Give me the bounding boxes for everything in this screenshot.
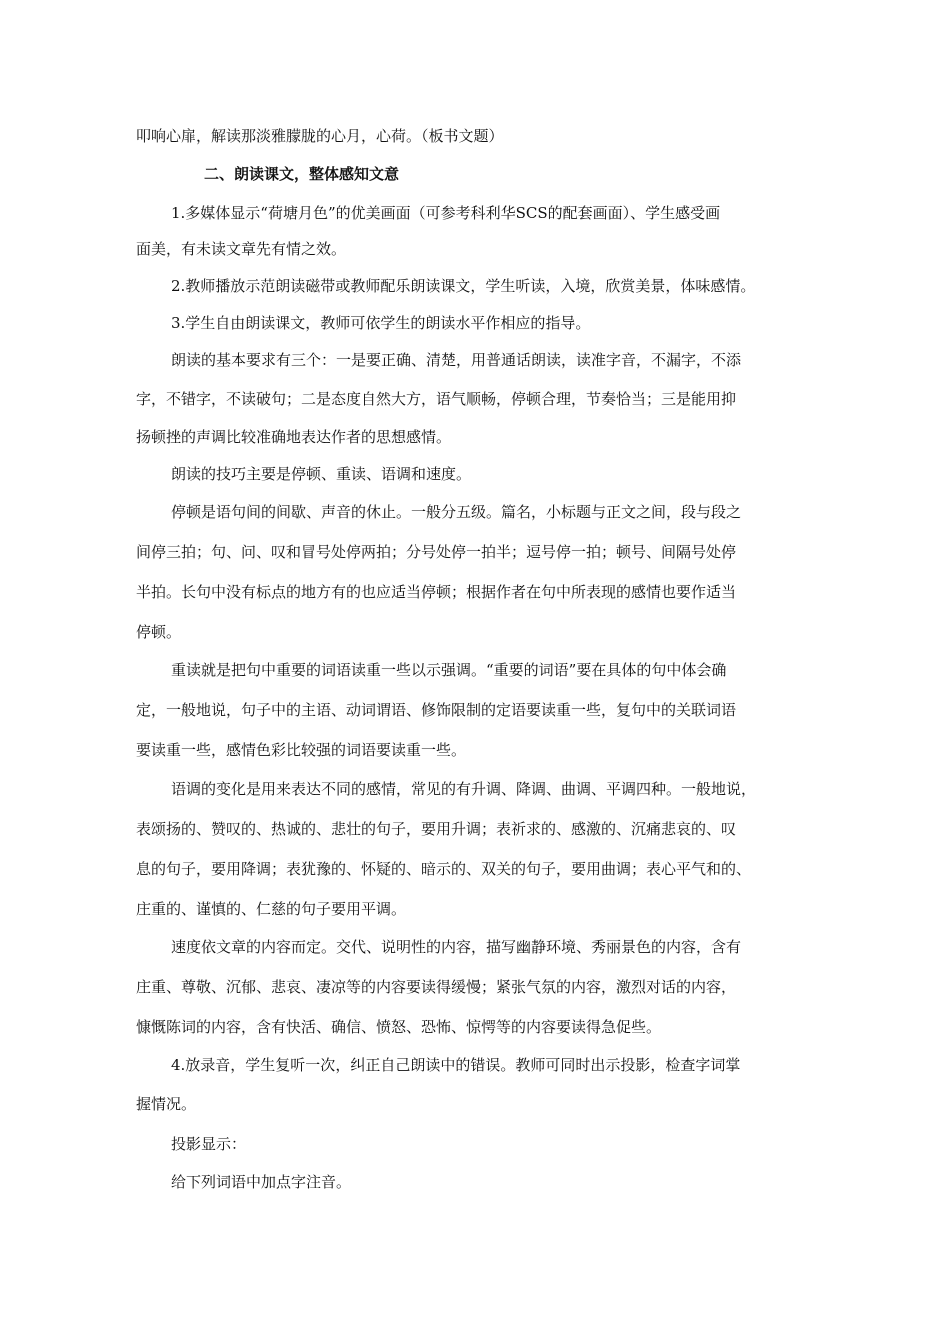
paragraph-line: 表颂扬的、赞叹的、热诚的、悲壮的句子，要用升调；表祈求的、感激的、沉痛悲哀的、叹 — [136, 820, 737, 838]
paragraph-line: 朗读的基本要求有三个：一是要正确、清楚，用普通话朗读，读准字音，不漏字，不添 — [171, 351, 742, 369]
paragraph-line: 定，一般地说，句子中的主语、动词谓语、修饰限制的定语要读重一些，复句中的关联词语 — [136, 701, 737, 719]
paragraph-line: 停顿。 — [136, 623, 182, 641]
paragraph-line: 重读就是把句中重要的词语读重一些以示强调。“重要的词语”要在具体的句中体会确 — [171, 661, 727, 679]
paragraph-line: 速度依文章的内容而定。交代、说明性的内容，描写幽静环境、秀丽景色的内容，含有 — [171, 938, 742, 956]
paragraph-line: 叩响心扉，解读那淡雅朦胧的心月，心荷。（板书文题） — [136, 127, 504, 145]
paragraph-line: 间停三拍；句、问、叹和冒号处停两拍；分号处停一拍半；逗号停一拍；顿号、间隔号处停 — [136, 543, 737, 561]
paragraph-line: 面美，有未读文章先有情之效。 — [136, 240, 347, 258]
paragraph-line: 扬顿挫的声调比较准确地表达作者的思想感情。 — [136, 428, 452, 446]
section-heading: 二、朗读课文，整体感知文意 — [204, 165, 400, 183]
paragraph-line: 庄重的、谨慎的、仁慈的句子要用平调。 — [136, 900, 407, 918]
paragraph-line: 给下列词语中加点字注音。 — [171, 1173, 352, 1191]
paragraph-line: 投影显示： — [171, 1135, 247, 1153]
paragraph-line: 4.放录音，学生复听一次，纠正自己朗读中的错误。教师可同时出示投影，检查字词掌 — [171, 1056, 741, 1074]
paragraph-line: 慷慨陈词的内容，含有快活、确信、愤怒、恐怖、惊愕等的内容要读得急促些。 — [136, 1018, 662, 1036]
paragraph-line: 停顿是语句间的间歇、声音的休止。一般分五级。篇名，小标题与正文之间，段与段之 — [171, 503, 742, 521]
paragraph-line: 半拍。长句中没有标点的地方有的也应适当停顿；根据作者在句中所表现的感情也要作适当 — [136, 583, 737, 601]
paragraph-line: 要读重一些，感情色彩比较强的词语要读重一些。 — [136, 741, 467, 759]
paragraph-line: 3.学生自由朗读课文，教师可依学生的朗读水平作相应的指导。 — [171, 314, 591, 332]
paragraph-line: 握情况。 — [136, 1095, 197, 1113]
paragraph-line: 朗读的技巧主要是停顿、重读、语调和速度。 — [171, 465, 472, 483]
paragraph-line: 庄重、尊敬、沉郁、悲哀、凄凉等的内容要读得缓慢；紧张气氛的内容，激烈对话的内容， — [136, 978, 737, 996]
paragraph-line: 息的句子，要用降调；表犹豫的、怀疑的、暗示的、双关的句子，要用曲调；表心平气和的、 — [136, 860, 752, 878]
paragraph-line: 字，不错字，不读破句；二是态度自然大方，语气顺畅，停顿合理，节奏恰当；三是能用抑 — [136, 390, 737, 408]
paragraph-line: 1.多媒体显示“荷塘月色”的优美画面（可参考科利华SCS的配套画面）、学生感受画 — [171, 204, 721, 222]
paragraph-line: 2.教师播放示范朗读磁带或教师配乐朗读课文，学生听读，入境，欣赏美景，体味感情。 — [171, 277, 756, 295]
paragraph-line: 语调的变化是用来表达不同的感情，常见的有升调、降调、曲调、平调四种。一般地说， — [171, 780, 757, 798]
